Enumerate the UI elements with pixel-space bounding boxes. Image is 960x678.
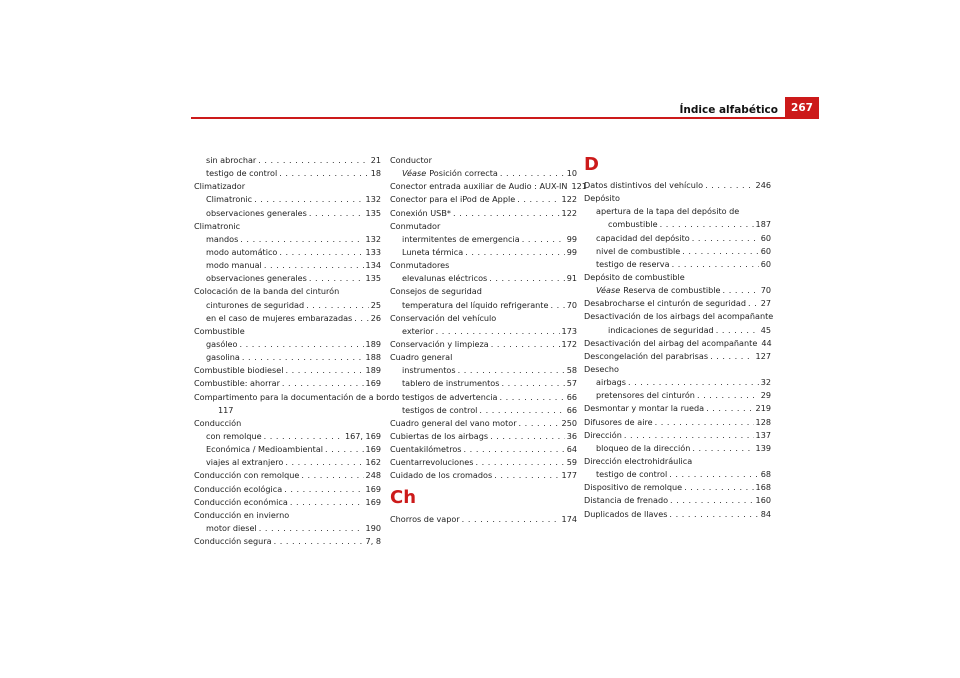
leader-dots: [672, 258, 759, 271]
index-entry: [194, 364, 381, 377]
index-entry: [584, 389, 771, 402]
page-ref: 246: [755, 180, 771, 190]
leader-dots: [723, 284, 759, 297]
see-also-label: Véase: [596, 285, 621, 296]
leader-dots: [550, 299, 564, 312]
index-entry: [584, 442, 771, 455]
entry-text: sin abrochar: [206, 155, 257, 165]
index-entry: [390, 180, 587, 193]
page-ref: 60: [760, 245, 771, 256]
leader-dots: [254, 193, 363, 206]
page-ref: 57: [566, 378, 577, 389]
index-entry: [584, 350, 771, 363]
page-ref: 173: [561, 325, 577, 336]
leader-dots: [489, 272, 564, 285]
page-ref: 25: [370, 299, 381, 310]
leader-dots: [325, 443, 364, 456]
index-entry: [194, 272, 381, 285]
leader-dots: [436, 325, 560, 338]
index-entry: [194, 312, 381, 325]
leader-dots: [692, 442, 753, 455]
leader-dots: [285, 456, 363, 469]
leader-dots: [259, 522, 364, 535]
leader-dots: [264, 259, 364, 272]
index-entry: [584, 245, 771, 258]
entry-text: temperatura del líquido refrigerante: [402, 299, 549, 310]
index-entry: [194, 469, 381, 482]
index-entry: [194, 338, 381, 351]
leader-dots: [706, 402, 753, 415]
leader-dots: [465, 246, 564, 259]
leader-dots: [290, 496, 364, 509]
index-heading: Climatizador: [194, 181, 246, 192]
page-ref: 169: [365, 444, 381, 455]
index-column-1: [194, 154, 400, 548]
index-entry: [584, 337, 771, 350]
index-entry: [390, 246, 577, 259]
entry-text: observaciones generales: [206, 273, 307, 284]
entry-text: Difusores de aire: [584, 416, 653, 427]
entry-text: modo manual: [206, 260, 262, 271]
page-ref: 168: [755, 482, 771, 493]
page-ref: 135: [365, 273, 381, 284]
entry-text: testigo de control: [596, 469, 668, 480]
index-entry: [390, 364, 577, 377]
page-ref: 122: [561, 207, 577, 218]
entry-text: elevalunas eléctricos: [402, 273, 488, 284]
index-entry-see-also: [390, 167, 577, 180]
index-entry: [390, 469, 577, 482]
index-entry: [584, 297, 771, 310]
entry-text: Desmontar y montar la rueda: [584, 403, 705, 414]
index-entry: [194, 233, 381, 246]
header-rule: [191, 117, 819, 119]
leader-dots: [519, 417, 560, 430]
index-entry: [194, 351, 381, 364]
leader-dots: [306, 299, 369, 312]
entry-text: Desabrocharse el cinturón de seguridad: [584, 298, 746, 309]
page-ref: 219: [755, 403, 771, 414]
leader-dots: [284, 483, 363, 496]
index-entry: [194, 207, 381, 220]
entry-text: tablero de instrumentos: [402, 378, 500, 389]
entry-text: Cuentakilómetros: [390, 444, 462, 455]
page-ref: 190: [365, 522, 381, 533]
page-ref: 187: [755, 219, 771, 230]
leader-dots: [669, 508, 758, 521]
entry-text: testigo de reserva: [596, 258, 670, 269]
entry-text: Posición correcta: [429, 168, 498, 179]
entry-text: Conducción segura: [194, 536, 272, 547]
index-entry: [194, 443, 381, 456]
page-ref: 45: [760, 324, 771, 335]
index-entry: [194, 522, 381, 535]
page-ref: 66: [566, 391, 577, 402]
entry-text: testigos de advertencia: [402, 391, 498, 402]
page-ref: 135: [365, 207, 381, 218]
index-column-3: [584, 154, 774, 521]
index-entry: [584, 416, 771, 429]
index-entry: [194, 259, 381, 272]
leader-dots: [274, 535, 364, 548]
page-ref: 177: [561, 470, 577, 481]
page-ref: 70: [566, 299, 577, 310]
leader-dots: [453, 207, 560, 220]
page-ref: 68: [760, 469, 771, 480]
index-heading: Depósito de combustible: [584, 271, 685, 282]
leader-dots: [682, 245, 758, 258]
index-entry: [584, 494, 771, 507]
index-entry: [390, 193, 577, 206]
entry-text: Desactivación del airbag del acompañante: [584, 337, 758, 348]
leader-dots: [624, 429, 754, 442]
leader-dots: [479, 404, 564, 417]
index-heading: Dirección electrohidráulica: [584, 455, 693, 466]
page-ref: 132: [365, 233, 381, 244]
page-ref: 60: [760, 232, 771, 243]
entry-text: Luneta térmica: [402, 246, 464, 257]
entry-text: Conducción económica: [194, 496, 288, 507]
leader-dots: [670, 494, 754, 507]
index-heading: Depósito: [584, 193, 620, 204]
entry-text: combustible: [608, 219, 658, 230]
index-entry: [194, 496, 381, 509]
page-ref: 162: [365, 457, 381, 468]
entry-text: Cuadro general del vano motor: [390, 417, 517, 428]
leader-dots: [710, 350, 753, 363]
leader-dots: [494, 469, 559, 482]
page-ref: 44: [761, 337, 772, 348]
page-ref: 139: [755, 442, 771, 453]
entry-text: bloqueo de la dirección: [596, 442, 691, 453]
entry-text: gasolina: [206, 352, 240, 363]
leader-dots: [748, 297, 759, 310]
page-ref: 189: [365, 365, 381, 376]
see-also-label: Véase: [402, 168, 427, 179]
entry-text: Distancia de frenado: [584, 495, 669, 506]
index-entry-see-also: [584, 284, 771, 297]
index-entry: [390, 325, 577, 338]
entry-text: observaciones generales: [206, 207, 307, 218]
entry-text: Combustible biodiesel: [194, 365, 284, 376]
entry-text: instrumentos: [402, 365, 456, 376]
index-heading: Climatronic: [194, 220, 241, 231]
page-ref: 169: [365, 496, 381, 507]
leader-dots: [464, 443, 565, 456]
entry-text: capacidad del depósito: [596, 232, 690, 243]
index-entry: [390, 391, 577, 404]
page-ref: 122: [561, 194, 577, 205]
entry-text: Reserva de combustible: [623, 285, 721, 296]
entry-text: modo automático: [206, 246, 278, 257]
page-ref: 132: [365, 194, 381, 205]
page-ref: 137: [755, 429, 771, 440]
leader-dots: [491, 338, 560, 351]
index-entry: [584, 324, 771, 337]
entry-text: intermitentes de emergencia: [402, 233, 520, 244]
page-ref: 26: [370, 312, 381, 323]
page-ref: 7, 8: [365, 536, 381, 547]
leader-dots: [660, 218, 754, 231]
index-entry: [390, 443, 577, 456]
page-ref: 70: [760, 285, 771, 296]
leader-dots: [500, 391, 565, 404]
index-entry: [390, 456, 577, 469]
page-ref: 189: [365, 338, 381, 349]
page-ref: 172: [561, 338, 577, 349]
index-heading: 117: [218, 404, 234, 415]
leader-dots: [490, 430, 565, 443]
page-ref: 188: [365, 352, 381, 363]
entry-text: Cuidado de los cromados: [390, 470, 493, 481]
index-heading: Conducción: [194, 417, 242, 428]
index-entry: [390, 233, 577, 246]
section-letter-ch: Ch: [390, 486, 417, 508]
index-entry: [390, 430, 577, 443]
entry-text: Combustible: ahorrar: [194, 378, 280, 389]
index-heading: Desactivación de los airbags del acompañante: [584, 311, 774, 322]
index-entry: [194, 377, 381, 390]
index-entry: [584, 376, 771, 389]
entry-text: cinturones de seguridad: [206, 299, 305, 310]
page-ref: 27: [760, 298, 771, 309]
index-entry: [390, 338, 577, 351]
index-entry: [390, 299, 577, 312]
entry-text: con remolque: [206, 430, 262, 441]
entry-text: Conducción ecológica: [194, 483, 283, 494]
index-entry: [584, 481, 771, 494]
page-ref: 248: [365, 470, 381, 481]
index-entry: [194, 535, 381, 548]
index-entry: [194, 456, 381, 469]
index-entry: [194, 430, 381, 443]
leader-dots: [716, 324, 759, 337]
leader-dots: [282, 377, 364, 390]
index-entry: [390, 272, 577, 285]
page-ref: 84: [760, 508, 771, 519]
leader-dots: [301, 469, 363, 482]
index-entry: [194, 154, 381, 167]
entry-text: Económica / Medioambiental: [206, 444, 324, 455]
page-ref: 121: [571, 181, 587, 192]
page-ref: 167, 169: [344, 430, 381, 441]
index-entry: [390, 404, 577, 417]
page-ref: 60: [760, 258, 771, 269]
index-heading: Compartimento para la documentación de a bordo: [194, 391, 400, 402]
entry-text: testigos de control: [402, 404, 478, 415]
entry-text: Conexión USB*: [390, 207, 451, 218]
index-heading: Conmutador: [390, 220, 441, 231]
leader-dots: [522, 233, 565, 246]
leader-dots: [264, 430, 343, 443]
entry-text: airbags: [596, 377, 626, 388]
entry-text: Cuentarrevoluciones: [390, 457, 474, 468]
index-entry: [390, 207, 577, 220]
leader-dots: [239, 338, 363, 351]
entry-text: Datos distintivos del vehículo: [584, 180, 704, 190]
index-heading: Conducción en invierno: [194, 509, 290, 520]
index-entry: [584, 218, 771, 231]
entry-text: viajes al extranjero: [206, 457, 284, 468]
leader-dots: [462, 513, 560, 526]
entry-text: Conservación y limpieza: [390, 338, 489, 349]
leader-dots: [475, 456, 564, 469]
index-heading: Conservación del vehículo: [390, 312, 497, 323]
leader-dots: [242, 351, 364, 364]
entry-text: pretensores del cinturón: [596, 390, 695, 401]
page-ref: 29: [760, 390, 771, 401]
index-heading: Conductor: [390, 155, 432, 165]
leader-dots: [354, 312, 368, 325]
entry-text: gasóleo: [206, 338, 238, 349]
index-heading: Consejos de seguridad: [390, 286, 482, 297]
entry-text: nivel de combustible: [596, 245, 681, 256]
entry-text: Descongelación del parabrisas: [584, 350, 709, 361]
index-heading: apertura de la tapa del depósito de: [596, 206, 740, 217]
index-entry: [584, 468, 771, 481]
leader-dots: [240, 233, 363, 246]
page-ref: 18: [370, 168, 381, 179]
page-ref: 59: [566, 457, 577, 468]
index-entry: [194, 167, 381, 180]
page-ref: 250: [561, 417, 577, 428]
page-ref: 64: [566, 444, 577, 455]
entry-text: Dispositivo de remolque: [584, 482, 683, 493]
entry-text: Duplicados de llaves: [584, 508, 668, 519]
page-ref: 127: [755, 350, 771, 361]
page-ref: 133: [365, 246, 381, 257]
page-ref: 66: [566, 404, 577, 415]
index-entry: [390, 417, 577, 430]
page-ref: 32: [760, 377, 771, 388]
section-letter-d: D: [584, 154, 599, 175]
page-ref: 99: [566, 233, 577, 244]
page-ref: 91: [566, 273, 577, 284]
page-ref: 10: [566, 168, 577, 179]
page-ref: 99: [566, 246, 577, 257]
page-ref: 36: [566, 430, 577, 441]
entry-text: Conector entrada auxiliar de Audio : AUX-IN: [390, 181, 568, 192]
entry-text: Chorros de vapor: [390, 513, 460, 524]
leader-dots: [692, 232, 759, 245]
entry-text: indicaciones de seguridad: [608, 324, 714, 335]
page-ref: 169: [365, 483, 381, 494]
leader-dots: [309, 207, 364, 220]
leader-dots: [500, 167, 565, 180]
index-heading: Desecho: [584, 363, 619, 374]
leader-dots: [684, 481, 753, 494]
leader-dots: [669, 468, 758, 481]
index-entry: [584, 179, 771, 192]
index-entry: [584, 508, 771, 521]
page-ref: 21: [370, 155, 381, 165]
index-heading: Combustible: [194, 325, 245, 336]
leader-dots: [705, 179, 753, 192]
leader-dots: [285, 364, 363, 377]
index-heading: Colocación de la banda del cinturón: [194, 286, 340, 297]
index-entry: [390, 513, 577, 526]
entry-text: exterior: [402, 325, 434, 336]
leader-dots: [258, 154, 368, 167]
index-entry: [584, 232, 771, 245]
index-entry: [194, 193, 381, 206]
page-ref: 134: [365, 260, 381, 271]
index-entry: [390, 377, 577, 390]
page-ref: 160: [755, 495, 771, 506]
leader-dots: [458, 364, 565, 377]
leader-dots: [517, 193, 559, 206]
leader-dots: [628, 376, 759, 389]
entry-text: testigo de control: [206, 168, 278, 179]
leader-dots: [655, 416, 754, 429]
entry-text: Conector para el iPod de Apple: [390, 194, 516, 205]
entry-text: en el caso de mujeres embarazadas: [206, 312, 353, 323]
leader-dots: [279, 246, 363, 259]
index-column-2: [390, 154, 587, 526]
page-title: Índice alfabético: [679, 104, 778, 116]
index-entry: [194, 299, 381, 312]
index-entry: [584, 258, 771, 271]
entry-text: motor diesel: [206, 522, 257, 533]
page-ref: 128: [755, 416, 771, 427]
index-heading: Cuadro general: [390, 352, 453, 363]
index-entry: [584, 402, 771, 415]
page-number: 267: [785, 97, 819, 118]
entry-text: mandos: [206, 233, 239, 244]
index-entry: [584, 429, 771, 442]
leader-dots: [279, 167, 368, 180]
entry-text: Conducción con remolque: [194, 470, 300, 481]
page-ref: 174: [561, 513, 577, 524]
entry-text: Dirección: [584, 429, 622, 440]
leader-dots: [501, 377, 564, 390]
leader-dots: [697, 389, 759, 402]
page-ref: 58: [566, 365, 577, 376]
entry-text: Climatronic: [206, 194, 253, 205]
entry-text: Cubiertas de los airbags: [390, 430, 489, 441]
index-entry: [194, 483, 381, 496]
leader-dots: [309, 272, 364, 285]
page-ref: 169: [365, 378, 381, 389]
index-heading: Conmutadores: [390, 260, 450, 271]
index-entry: [194, 246, 381, 259]
